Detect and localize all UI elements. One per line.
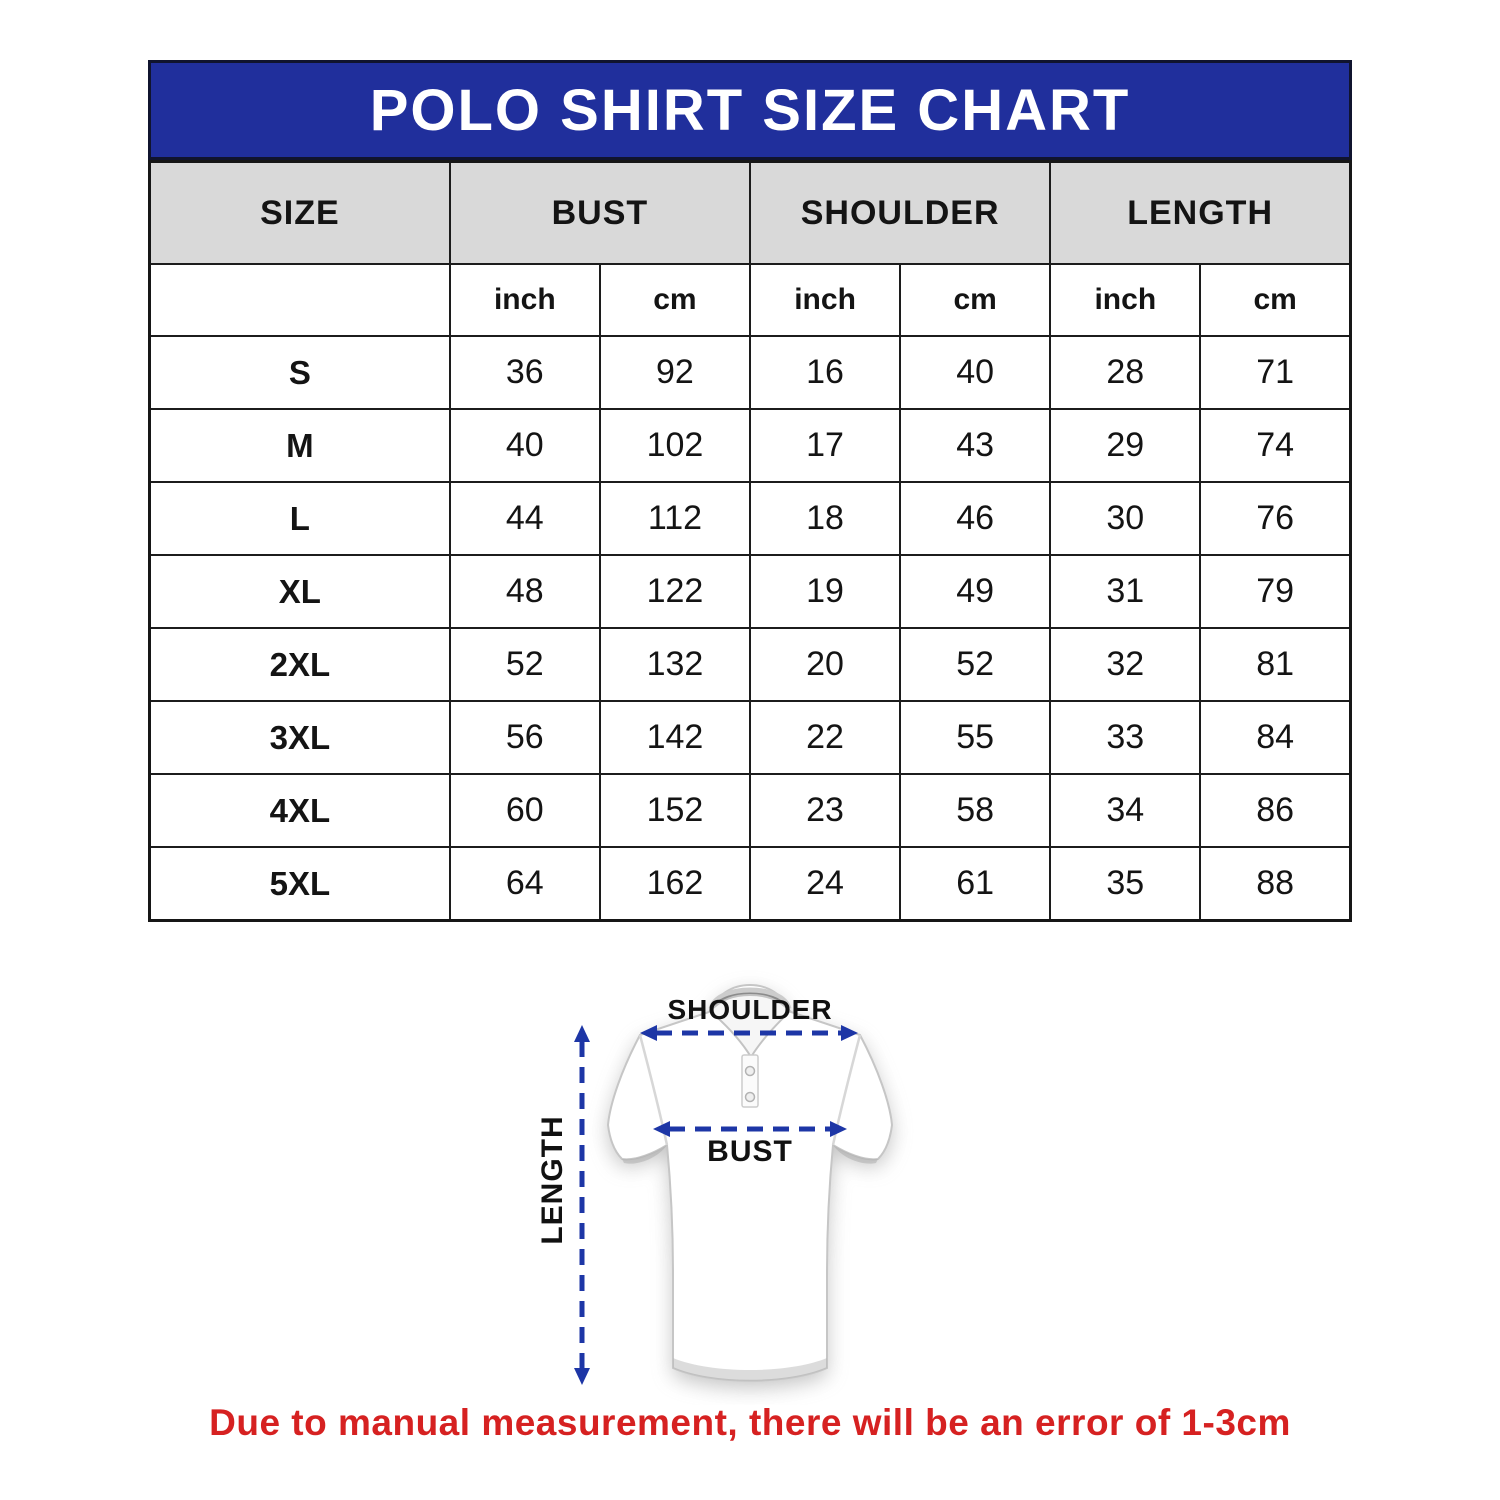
value-cell: 132 (600, 628, 750, 701)
value-cell: 58 (900, 774, 1050, 847)
length-arrow (574, 1025, 590, 1385)
size-cell: XL (150, 555, 450, 628)
size-cell: S (150, 336, 450, 409)
column-header-shoulder: SHOULDER (750, 162, 1050, 265)
shoulder-label: SHOULDER (667, 994, 833, 1025)
unit-spacer-cell (150, 264, 450, 336)
value-cell: 46 (900, 482, 1050, 555)
unit-header-bust-inch: inch (450, 264, 600, 336)
size-cell: 3XL (150, 701, 450, 774)
value-cell: 112 (600, 482, 750, 555)
table-row (150, 555, 1351, 628)
value-cell: 22 (750, 701, 900, 774)
value-cell: 152 (600, 774, 750, 847)
value-cell: 30 (1050, 482, 1200, 555)
value-cell: 64 (450, 847, 600, 921)
bust-label: BUST (707, 1135, 793, 1168)
value-cell: 162 (600, 847, 750, 921)
value-cell: 31 (1050, 555, 1200, 628)
value-cell: 81 (1200, 628, 1350, 701)
column-header-size: SIZE (150, 162, 450, 265)
value-cell: 19 (750, 555, 900, 628)
value-cell: 35 (1050, 847, 1200, 921)
value-cell: 142 (600, 701, 750, 774)
size-cell: M (150, 409, 450, 482)
value-cell: 40 (450, 409, 600, 482)
size-cell: 2XL (150, 628, 450, 701)
table-row (150, 774, 1351, 847)
table-row (150, 409, 1351, 482)
value-cell: 76 (1200, 482, 1350, 555)
unit-header-length-cm: cm (1200, 264, 1350, 336)
value-cell: 34 (1050, 774, 1200, 847)
value-cell: 61 (900, 847, 1050, 921)
value-cell: 92 (600, 336, 750, 409)
value-cell: 84 (1200, 701, 1350, 774)
value-cell: 44 (450, 482, 600, 555)
unit-header-shoulder-inch: inch (750, 264, 900, 336)
value-cell: 18 (750, 482, 900, 555)
value-cell: 20 (750, 628, 900, 701)
table-row (150, 628, 1351, 701)
table-row (150, 847, 1351, 921)
value-cell: 36 (450, 336, 600, 409)
size-cell: 5XL (150, 847, 450, 921)
value-cell: 86 (1200, 774, 1350, 847)
value-cell: 55 (900, 701, 1050, 774)
value-cell: 79 (1200, 555, 1350, 628)
table-row (150, 482, 1351, 555)
value-cell: 48 (450, 555, 600, 628)
value-cell: 60 (450, 774, 600, 847)
value-cell: 52 (450, 628, 600, 701)
value-cell: 40 (900, 336, 1050, 409)
title-banner (148, 60, 1352, 160)
unit-header-bust-cm: cm (600, 264, 750, 336)
table-row (150, 701, 1351, 774)
unit-header-length-inch: inch (1050, 264, 1200, 336)
button (746, 1093, 755, 1102)
button (746, 1067, 755, 1076)
value-cell: 17 (750, 409, 900, 482)
value-cell: 88 (1200, 847, 1350, 921)
value-cell: 28 (1050, 336, 1200, 409)
value-cell: 23 (750, 774, 900, 847)
value-cell: 32 (1050, 628, 1200, 701)
value-cell: 52 (900, 628, 1050, 701)
value-cell: 56 (450, 701, 600, 774)
column-header-bust: BUST (450, 162, 750, 265)
value-cell: 29 (1050, 409, 1200, 482)
value-cell: 43 (900, 409, 1050, 482)
table-header-row (150, 162, 1351, 265)
value-cell: 102 (600, 409, 750, 482)
value-cell: 122 (600, 555, 750, 628)
polo-shirt-illustration (520, 955, 990, 1405)
column-header-length: LENGTH (1050, 162, 1350, 265)
value-cell: 71 (1200, 336, 1350, 409)
polo-shirt-measurement-diagram (520, 955, 990, 1405)
disclaimer-text: Due to manual measurement, there will be an error of 1-3cm (209, 1402, 1291, 1443)
value-cell: 16 (750, 336, 900, 409)
value-cell: 24 (750, 847, 900, 921)
table-row (150, 336, 1351, 409)
value-cell: 74 (1200, 409, 1350, 482)
size-cell: L (150, 482, 450, 555)
unit-header-shoulder-cm: cm (900, 264, 1050, 336)
size-table (148, 160, 1352, 922)
value-cell: 49 (900, 555, 1050, 628)
value-cell: 33 (1050, 701, 1200, 774)
size-cell: 4XL (150, 774, 450, 847)
page-title: POLO SHIRT SIZE CHART (369, 77, 1131, 143)
unit-header-row (150, 264, 1351, 336)
length-label: LENGTH (536, 1115, 569, 1245)
